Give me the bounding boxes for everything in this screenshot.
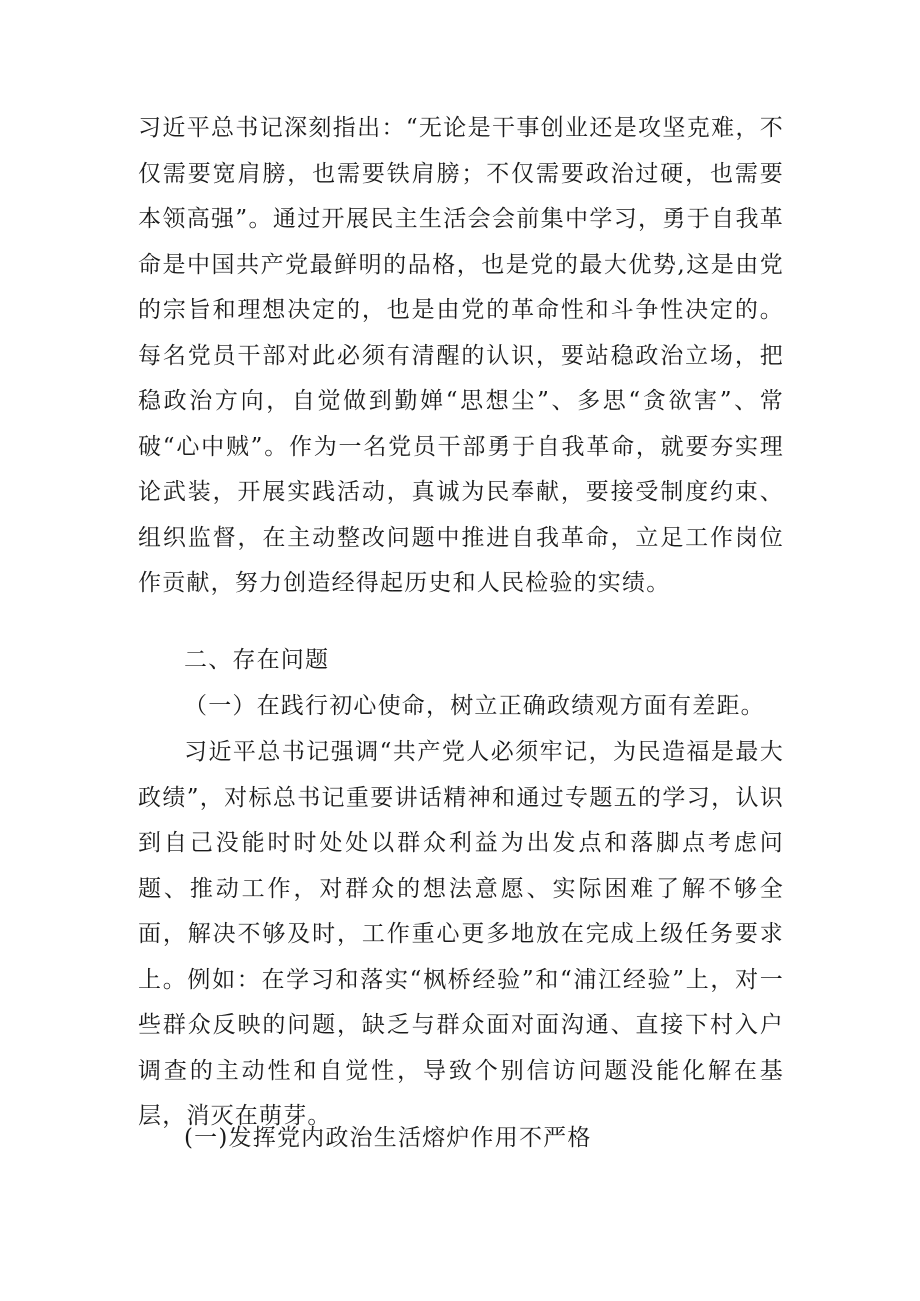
subheading-2: (一)发挥党内政治生活熔炉作用不严格 [184, 1125, 592, 1151]
body-paragraph-1: 习近平总书记深刻指出：“无论是干事创业还是攻坚克难，不仅需要宽肩膀，也需要铁肩膀；不仅需要政治过硬，也需要本领高强”。通过开展民主生活会会前集中学习，勇于自我革命是中国共产党最鲜明的品格，也是党的最大优势,这是由党的宗旨和理想决定的，也是由党的革命性和斗争性决定的。每名党员干部对此必须有清醒的认识，要站稳政治立场，把稳政治方向，自觉做到勤婵“思想尘”、多思“贪欲害”、常破“心中贼”。作为一名党员干部勇于自我革命，就要夯实理论武装，开展实践活动，真诚为民奉献，要接受制度约束、组织监督，在主动整改问题中推进自我革命，立足工作岗位作贡献，努力创造经得起历史和人民检验的实绩。 [138, 115, 784, 596]
section-heading: 二、存在问题 [184, 647, 330, 673]
subheading-1: （一）在践行初心使命，树立正确政绩观方面有差距。 [184, 693, 765, 719]
body-paragraph-2: 习近平总书记强调“共产党人必须牢记，为民造福是最大政绩”，对标总书记重要讲话精神和通过专题五的学习，认识到自己没能时时处处以群众利益为出发点和落脚点考虑问题、推动工作，对群众的想法意愿、实际困难了解不够全面，解决不够及时，工作重心更多地放在完成上级任务要求上。例如：在学习和落实“枫桥经验”和“浦江经验”上，对一些群众反映的问题，缺乏与群众面对面沟通、直接下村入户调查的主动性和自觉性，导致个别信访问题没能化解在基层，消灭在萌芽。 [138, 739, 784, 1129]
